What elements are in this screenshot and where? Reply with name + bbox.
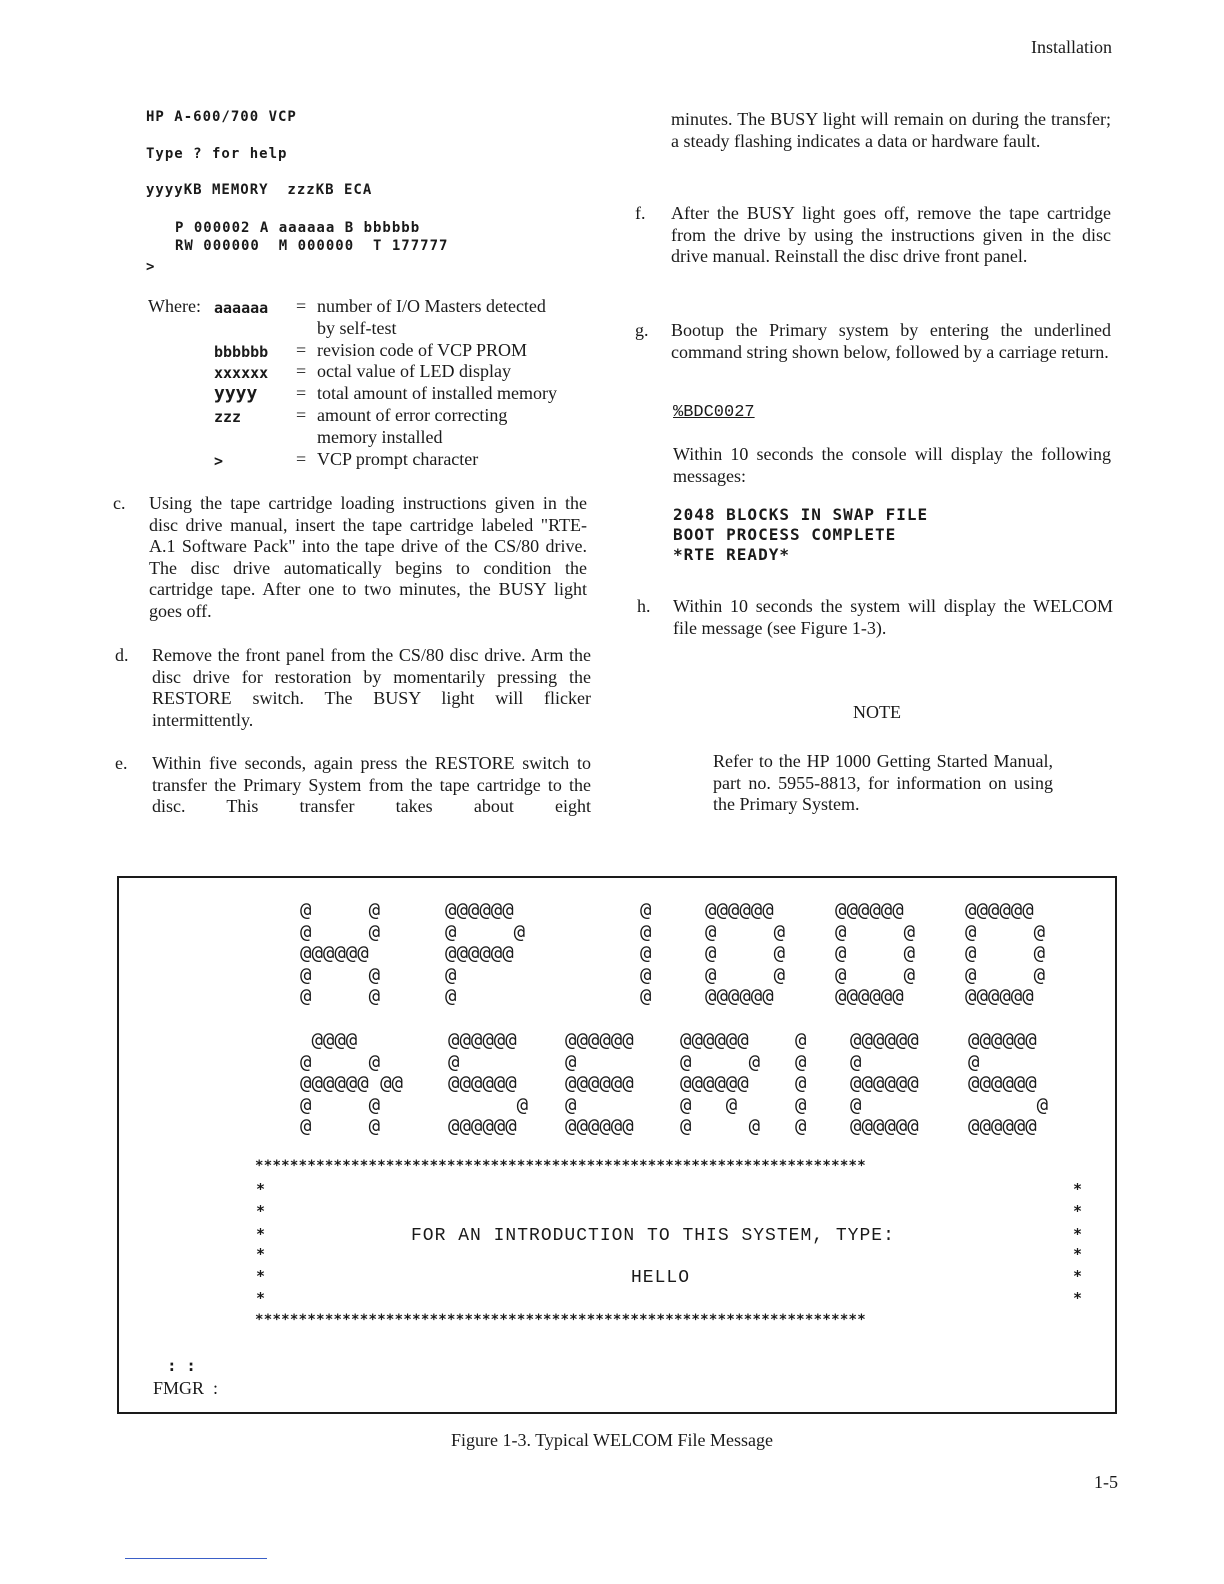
star-border-bottom: ********************************************************************** (255, 1312, 867, 1328)
star-left: * (256, 1245, 266, 1263)
step-c-text: Using the tape cartridge loading instructions given in the disc drive manual, insert the tape cartridge labeled "RTE-A.1 Software Pack" into the tape drive of the CS/80 drive. The disc drive automatically begins to condition the cartridge tape. After one to two minutes, the BUSY light goes off. (149, 493, 587, 621)
banner-letter-s2: @@@@@@ @ @@@@@@ @ @@@@@@ (968, 1029, 1049, 1137)
banner-digit-0a: @@@@@@ @ @ @ @ @ @ @@@@@@ (705, 899, 786, 1007)
where-row-xxxxxx (214, 361, 594, 383)
where-description: amount of error correcting (317, 405, 508, 425)
step-letter-h: h. (637, 596, 651, 616)
where-row-yyyy (214, 383, 594, 405)
banner-letter-e: @@@@@@ @ @@@@@@ @ @@@@@@ (565, 1029, 634, 1137)
where-equals: = (296, 296, 307, 316)
banner-digit-1: @@@@@@ @ @ @@@@@@ @ @ (445, 899, 526, 1007)
where-symbol: bbbbbb (214, 343, 269, 361)
banner-letter-r: @@@@@@ @ @ @@@@@@ @ @ @ @ (680, 1029, 761, 1137)
banner-letter-a: @@@@ @ @ @@@@@@ @@ @ @ @ @ (300, 1029, 403, 1137)
step-f-text: After the BUSY light goes off, remove the tape cartridge from the drive by using the instructions given in the disc drive manual. Reinstall the disc drive front panel. (671, 203, 1111, 266)
star-left: * (256, 1202, 266, 1220)
fmgr-prompt: FMGR : (153, 1378, 219, 1398)
where-row-bbbbbb (214, 340, 594, 362)
star-border-top: ********************************************************************** (255, 1158, 867, 1174)
footer-rule (125, 1558, 267, 1559)
where-description: VCP prompt character (317, 449, 479, 469)
star-right: * (1073, 1202, 1083, 1220)
section-header: Installation (1031, 37, 1112, 57)
where-equals: = (296, 383, 307, 403)
console-messages (673, 505, 928, 565)
vcp-help-line: Type ? for help (146, 146, 288, 162)
where-symbol: > (214, 452, 224, 470)
star-right: * (1073, 1180, 1083, 1198)
step-letter-c: c. (113, 493, 126, 513)
vcp-title-line: HP A-600/700 VCP (146, 109, 297, 125)
where-symbol: xxxxxx (214, 364, 269, 382)
step-g-text: Bootup the Primary system by entering the underlined command string shown below, followed by a carriage return. (671, 320, 1111, 362)
console-message-line: BOOT PROCESS COMPLETE (673, 525, 897, 544)
banner-digit-0c: @@@@@@ @ @ @ @ @ @ @@@@@@ (965, 899, 1046, 1007)
star-right: * (1073, 1289, 1083, 1307)
where-symbol: zzz (214, 408, 242, 426)
vcp-memory-line: yyyyKB MEMORY zzzKB ECA (146, 182, 373, 198)
banner-letter-h: @ @ @ @ @@@@@@ @ @ @ @ (300, 899, 381, 1007)
star-left: * (256, 1225, 266, 1243)
star-left: * (256, 1267, 266, 1285)
console-message-line: 2048 BLOCKS IN SWAP FILE (673, 505, 929, 524)
where-description-cont: by self-test (317, 318, 397, 338)
step-e-continued: minutes. The BUSY light will remain on during the transfer; a steady flashing indicates a data or hardware fault. (671, 109, 1111, 151)
where-row-prompt (214, 449, 594, 471)
prompt-colons: : : (167, 1356, 196, 1375)
where-description: number of I/O Masters detected (317, 296, 546, 316)
where-description: revision code of VCP PROM (317, 340, 528, 360)
step-letter-d: d. (115, 645, 129, 665)
where-row-aaaaaa (214, 296, 594, 318)
page-number: 1-5 (1094, 1472, 1118, 1492)
banner-letter-e2: @@@@@@ @ @@@@@@ @ @@@@@@ (850, 1029, 919, 1137)
vcp-register-line-1: P 000002 A aaaaaa B bbbbbb (175, 220, 421, 236)
banner-digit-0b: @@@@@@ @ @ @ @ @ @ @@@@@@ (835, 899, 916, 1007)
note-text: Refer to the HP 1000 Getting Started Manual, part no. 5955-8813, for information on using the Primary System. (713, 751, 1053, 814)
step-e-text: Within five seconds, again press the RESTORE switch to transfer the Primary System from the tape cartridge to the disc. This transfer takes about eight (152, 753, 591, 816)
banner-digit-1b: @ @ @ @ @ (640, 899, 652, 1007)
vcp-register-line-2: RW 000000 M 000000 T 177777 (175, 238, 449, 254)
note-title: NOTE (853, 702, 901, 722)
where-description: octal value of LED display (317, 361, 511, 381)
star-right: * (1073, 1225, 1083, 1243)
where-symbol: yyyy (214, 383, 258, 404)
vcp-prompt: > (146, 259, 156, 275)
step-letter-e: e. (115, 753, 128, 773)
where-equals: = (296, 405, 307, 425)
star-right: * (1073, 1245, 1083, 1263)
star-left: * (256, 1289, 266, 1307)
where-label: Where: (148, 296, 201, 316)
where-symbol: aaaaaa (214, 299, 269, 317)
star-right: * (1073, 1267, 1083, 1285)
where-equals: = (296, 340, 307, 360)
step-d-text: Remove the front panel from the CS/80 disc drive. Arm the disc drive for restoration by momentarily pressing the RESTORE switch. The BUSY light will flicker intermittently. (152, 645, 591, 730)
step-letter-f: f. (635, 203, 646, 223)
where-equals: = (296, 449, 307, 469)
where-equals: = (296, 361, 307, 381)
banner-letter-s: @@@@@@ @ @@@@@@ @ @@@@@@ (448, 1029, 529, 1137)
intro-instruction: FOR AN INTRODUCTION TO THIS SYSTEM, TYPE: (411, 1226, 895, 1246)
figure-caption: Figure 1-3. Typical WELCOM File Message (450, 1430, 774, 1450)
where-row-zzz (214, 405, 594, 427)
where-description: total amount of installed memory (317, 383, 557, 403)
star-left: * (256, 1180, 266, 1198)
banner-letter-i: @ @ @ @ @ (795, 1029, 807, 1137)
boot-command: %BDC0027 (673, 403, 755, 422)
step-g-after: Within 10 seconds the console will display the following messages: (673, 444, 1111, 486)
step-h-text: Within 10 seconds the system will display the WELCOM file message (see Figure 1-3). (673, 596, 1113, 638)
hello-command: HELLO (631, 1268, 691, 1288)
step-letter-g: g. (635, 320, 649, 340)
console-message-line: *RTE READY* (673, 545, 790, 564)
where-description-cont: memory installed (317, 427, 443, 447)
